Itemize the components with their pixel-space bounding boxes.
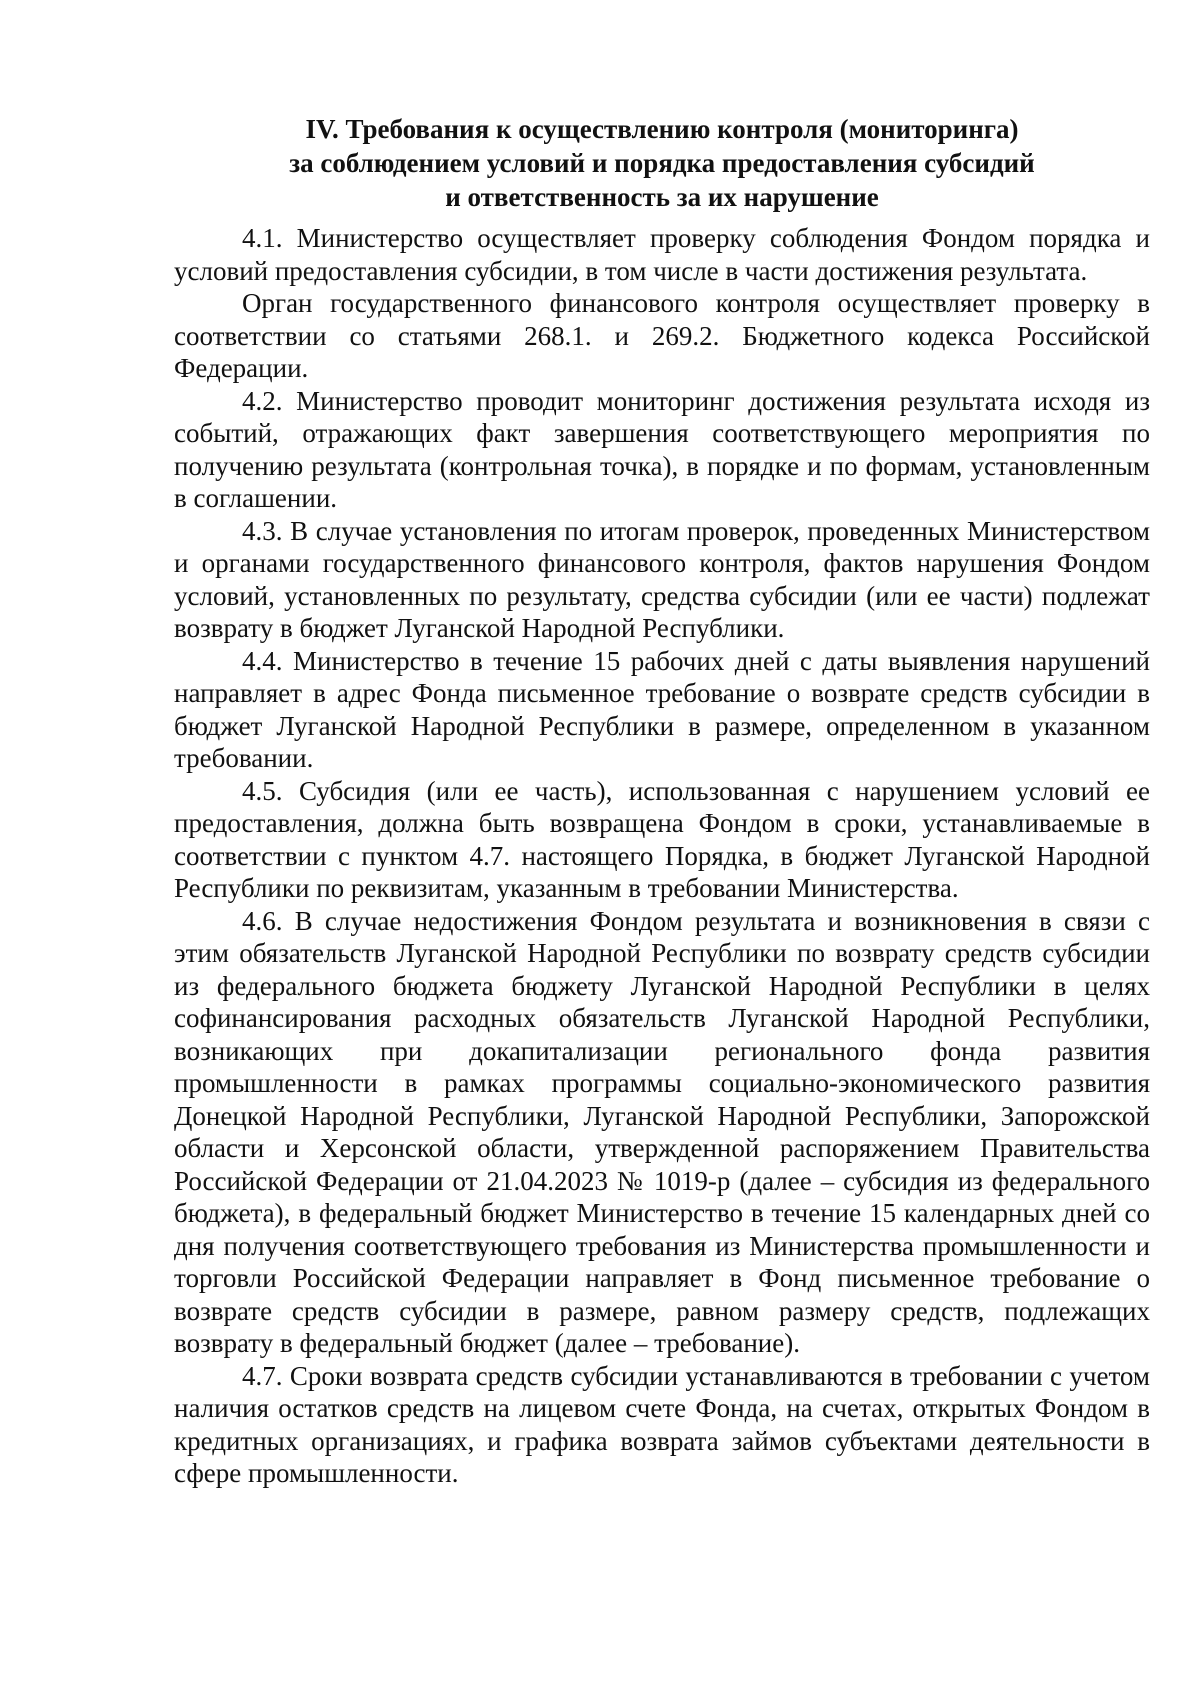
paragraph-financial-control: Орган государственного финансового контроля осуществляет проверку в соответствии со статьями 268.1. и 269.2. Бюджетного кодекса Российской Федерации. — [174, 288, 1150, 383]
paragraph-4-3: 4.3. В случае установления по итогам проверок, проведенных Министерством и органами государственного финансового контроля, фактов нарушения Фондом условий, установленных по результату, средства субсидии (или ее части) подлежат возврату в бюджет Луганской Народной Республики. — [174, 515, 1150, 643]
heading-line-3: и ответственность за их нарушение — [445, 182, 879, 212]
section-heading — [174, 112, 1150, 214]
heading-line-1: IV. Требования к осуществлению контроля (мониторинга) — [305, 114, 1019, 144]
paragraph-4-1: 4.1. Министерство осуществляет проверку соблюдения Фондом порядка и условий предоставления субсидии, в том числе в части достижения результата. — [174, 223, 1150, 286]
document-page — [174, 112, 1150, 1490]
paragraph-4-2: 4.2. Министерство проводит мониторинг достижения результата исходя из событий, отражающих факт завершения соответствующего мероприятия по получению результата (контрольная точка), в порядке и по формам, установленным в соглашении. — [174, 385, 1150, 513]
paragraph-4-6: 4.6. В случае недостижения Фондом результата и возникновения в связи с этим обязательств Луганской Народной Республики по возврату средств субсидии из федерального бюджета бюджету Луганской Народной Республики в целях софинансирования расходных обязательств Луганской Народной Республики, возникающих при докапитализации регионального фонда развития промышленности в рамках программы социально-экономического развития Донецкой Народной Республики, Луганской Народной Республики, Запорожской области и Херсонской области, утвержденной распоряжением Правительства Российской Федерации от 21.04.2023 № 1019-р (далее – субсидия из федерального бюджета), в федеральный бюджет Министерство в течение 15 календарных дней со дня получения соответствующего требования из Министерства промышленности и торговли Российской Федерации направляет в Фонд письменное требование о возврате средств субсидии в размере, равном размеру средств, подлежащих возврату в федеральный бюджет (далее – требование). — [174, 905, 1150, 1358]
paragraph-4-7: 4.7. Сроки возврата средств субсидии устанавливаются в требовании с учетом наличия остатков средств на лицевом счете Фонда, на счетах, открытых Фондом в кредитных организациях, и графика возврата займов субъектами деятельности в сфере промышленности. — [174, 1360, 1150, 1488]
paragraph-4-5: 4.5. Субсидия (или ее часть), использованная с нарушением условий ее предоставления, должна быть возвращена Фондом в сроки, устанавливаемые в соответствии с пунктом 4.7. настоящего Порядка, в бюджет Луганской Народной Республики по реквизитам, указанным в требовании Министерства. — [174, 775, 1150, 903]
paragraph-4-4: 4.4. Министерство в течение 15 рабочих дней с даты выявления нарушений направляет в адрес Фонда письменное требование о возврате средств субсидии в бюджет Луганской Народной Республики в размере, определенном в указанном требовании. — [174, 645, 1150, 773]
heading-line-2: за соблюдением условий и порядка предоставления субсидий — [289, 148, 1035, 178]
